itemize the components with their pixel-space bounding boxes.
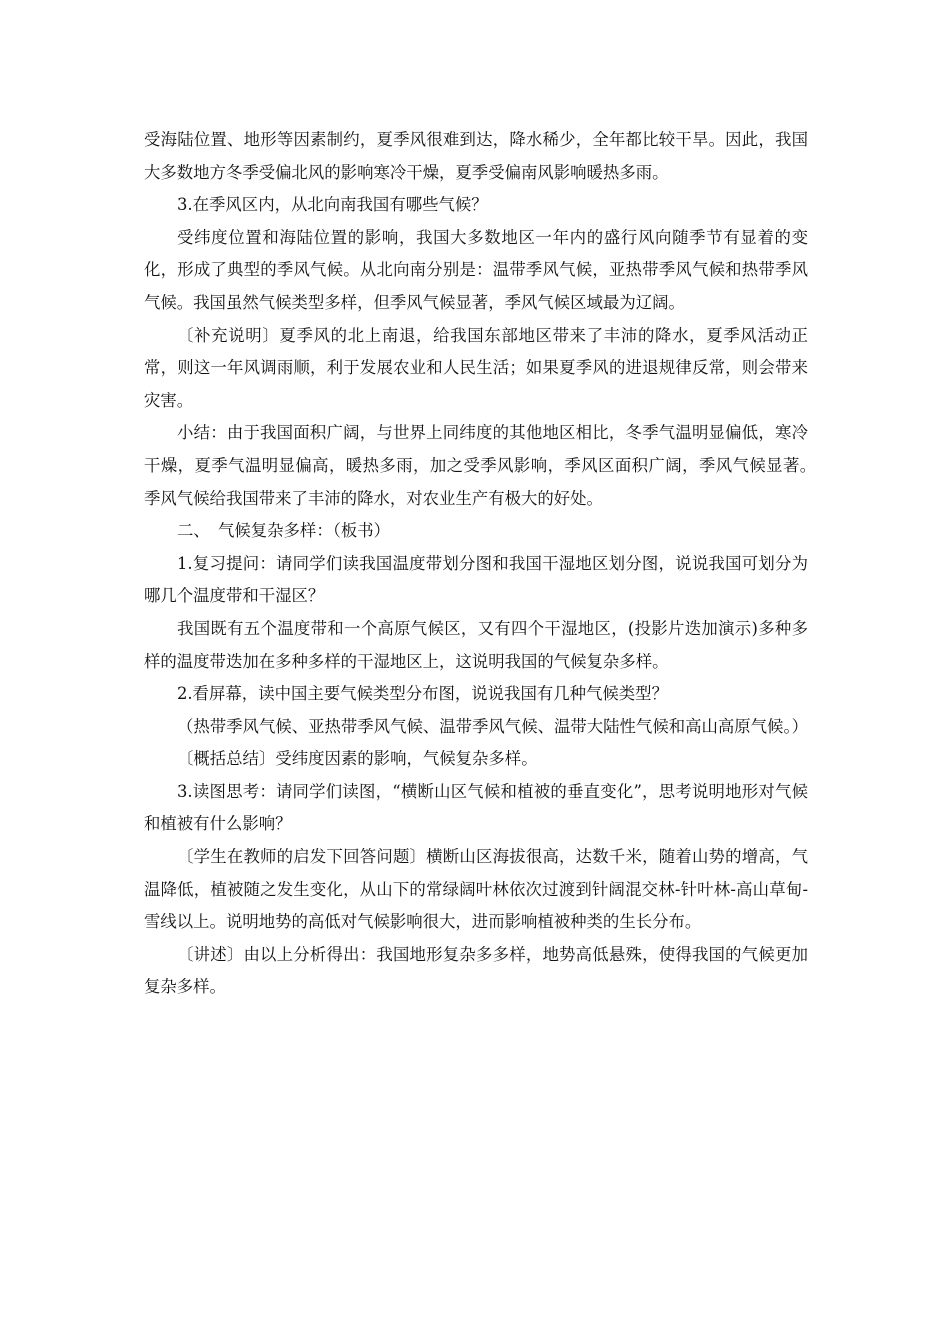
paragraph-4: 〔补充说明〕夏季风的北上南退，给我国东部地区带来了丰沛的降水，夏季风活动正常，则这一年风调雨顺，利于发展农业和人民生活；如果夏季风的进退规律反常，则会带来灾害。 (144, 325, 808, 410)
paragraph-12: 3.读图思考：请同学们读图，“横断山区气候和植被的垂直变化”，思考说明地形对气候和植被有什么影响？ (144, 781, 808, 834)
paragraph-3: 受纬度位置和海陆位置的影响，我国大多数地区一年内的盛行风向随季节有显着的变化，形成了典型的季风气候。从北向南分别是：温带季风气候，亚热带季风气候和热带季风气候。我国虽然气候类型多样，但季风气候显著，季风气候区域最为辽阔。 (144, 227, 808, 312)
paragraph-10: （热带季风气候、亚热带季风气候、温带季风气候、温带大陆性气候和高山高原气候。） (177, 716, 809, 736)
document-body (144, 124, 825, 1004)
paragraph-1: 受海陆位置、地形等因素制约，夏季风很难到达，降水稀少，全年都比较干旱。因此，我国大多数地方冬季受偏北风的影响寒冷干燥，夏季受偏南风影响暖热多雨。 (144, 130, 808, 182)
paragraph-7: 1.复习提问：请同学们读我国温度带划分图和我国干湿地区划分图，说说我国可划分为哪几个温度带和干湿区？ (144, 553, 808, 606)
paragraph-11: 〔概括总结〕受纬度因素的影响，气候复杂多样。 (177, 749, 538, 769)
paragraph-5: 小结：由于我国面积广阔，与世界上同纬度的其他地区相比，冬季气温明显偏低，寒冷干燥，夏季气温明显偏高，暖热多雨，加之受季风影响，季风区面积广阔，季风气候显著。 季风气候给我国带来了丰沛的降水，对农业生产有极大的好处。 (144, 423, 825, 508)
paragraph-9: 2.看屏幕，读中国主要气候类型分布图，说说我国有几种气候类型？ (177, 684, 668, 704)
paragraph-14: 〔讲述〕由以上分析得出：我国地形复杂多多样，地势高低悬殊，使得我国的气候更加复杂多样。 (144, 944, 808, 997)
paragraph-2: 3.在季风区内，从北向南我国有哪些气候？ (177, 195, 488, 215)
paragraph-13: 〔学生在教师的启发下回答问题〕横断山区海拔很高，达数千米，随着山势的增高，气温降低，植被随之发生变化，从山下的常绿阔叶林依次过渡到针阔混交林-针叶林-高山草甸-雪线以上。说明地势的高低对气候影响很大，进而影响植被种类的生长分布。 (144, 847, 808, 932)
paragraph-8: 我国既有五个温度带和一个高原气候区，又有四个干湿地区，(投影片迭加演示)多种多样的温度带迭加在多种多样的干湿地区上，这说明我国的气候复杂多样。 (144, 618, 808, 671)
section-heading-2: 二、 气候复杂多样：（板书） (177, 521, 391, 541)
